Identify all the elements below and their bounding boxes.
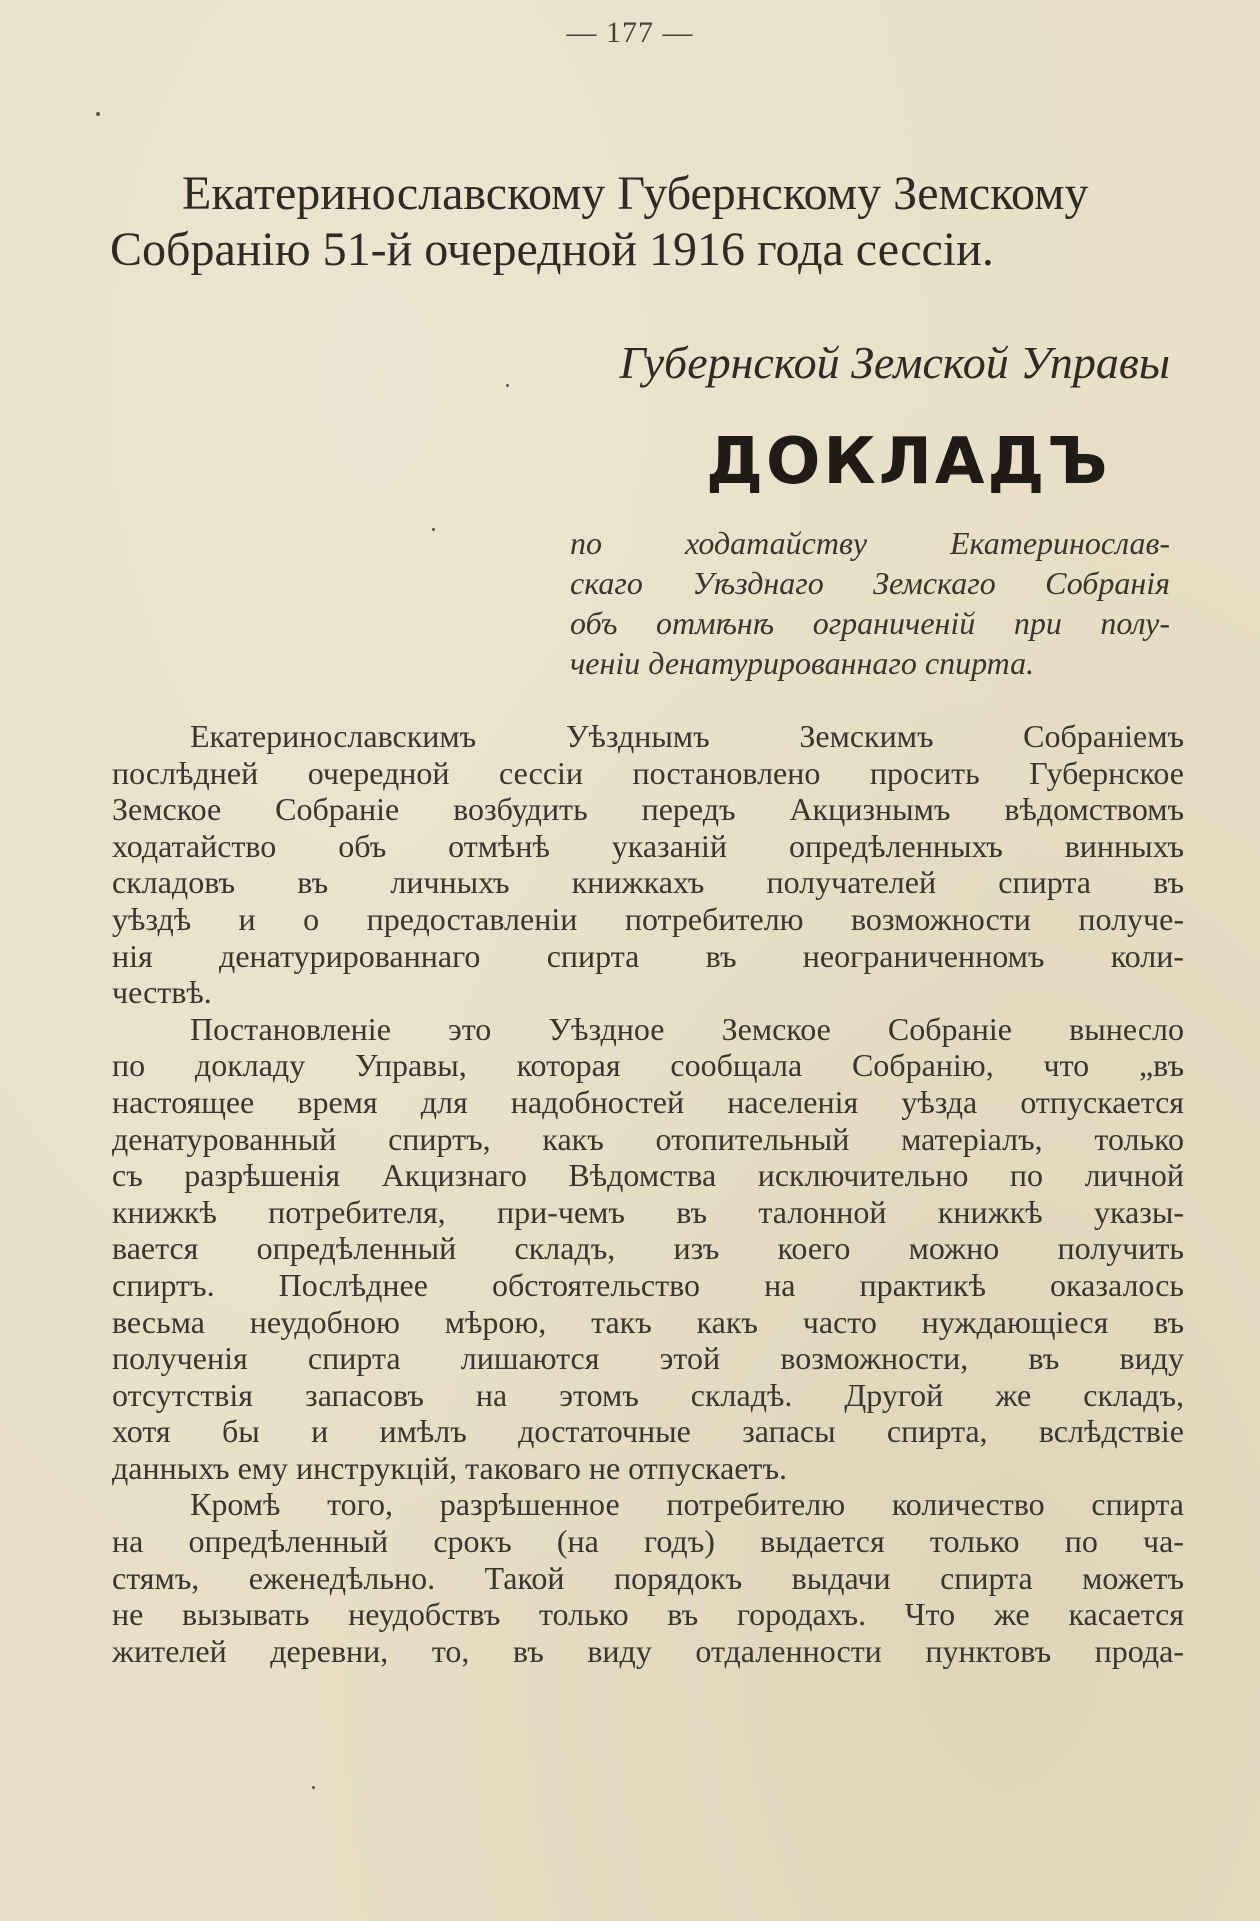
text-line: весьма неудобною мѣрою, такъ какъ часто нуждающіеся въ — [112, 1303, 1184, 1340]
paragraph-1 — [112, 718, 1184, 1011]
text-line: отсутствія запасовъ на этомъ складѣ. Другой же складъ, — [112, 1376, 1184, 1413]
report-subject — [570, 523, 1170, 683]
text-line: Екатеринославскимъ Уѣзднымъ Земскимъ Собраніемъ — [190, 718, 1184, 754]
text-line: уѣздѣ и о предоставленіи потребителю возможности получе- — [112, 900, 1184, 937]
text-line: денатурованный спиртъ, какъ отопительный матеріалъ, только — [112, 1120, 1184, 1157]
report-body — [112, 718, 1184, 1669]
text-line: хотя бы и имѣлъ достаточные запасы спирта, вслѣдствіе — [112, 1413, 1184, 1450]
report-title: ДОКЛАДЪ — [706, 425, 1111, 499]
text-line: Кромѣ того, разрѣшенное потребителю количество спирта — [190, 1486, 1184, 1523]
report-subject-line: по ходатайству Екатеринослав- — [570, 525, 1170, 561]
text-line: Постановленіе это Уѣздное Земское Собраніе вынесло — [190, 1010, 1184, 1047]
address-heading — [110, 166, 1180, 278]
text-line: послѣдней очередной сессіи постановлено просить Губернское — [112, 754, 1184, 791]
text-line: на опредѣленный срокъ (на годъ) выдается только по ча- — [112, 1523, 1184, 1560]
text-line: складовъ въ личныхъ книжкахъ получателей спирта въ — [112, 864, 1184, 901]
text-line: вается опредѣленный складъ, изъ коего можно получить — [112, 1230, 1184, 1267]
address-heading-line-2: Собранію 51-й очередной 1916 года сессіи. — [110, 223, 994, 276]
paper-speck — [506, 384, 509, 387]
paper-speck — [312, 1786, 315, 1789]
text-line: стямъ, еженедѣльно. Такой порядокъ выдачи спирта можетъ — [112, 1559, 1184, 1596]
page-number: — 177 — — [566, 16, 694, 49]
address-heading-line-1: Екатеринославскому Губернскому Земскому — [182, 167, 1089, 220]
text-line: жителей деревни, то, въ виду отдаленности пунктовъ прода- — [112, 1632, 1184, 1669]
report-subject-line: объ отмѣнѣ ограниченій при полу- — [570, 605, 1170, 641]
paragraph-2 — [112, 1011, 1184, 1487]
text-line: не вызывать неудобствъ только въ городахъ. Что же касается — [112, 1596, 1184, 1633]
paragraph-3 — [112, 1486, 1184, 1669]
text-line: чествѣ. — [112, 974, 212, 1011]
text-line: съ разрѣшенія Акцизнаго Вѣдомства исключительно по личной — [112, 1157, 1184, 1194]
board-subheading: Губернской Земской Управы — [619, 337, 1170, 388]
text-line: данныхъ ему инструкцій, таковаго не отпускаетъ. — [112, 1449, 788, 1486]
report-subject-line: скаго Уѣзднаго Земскаго Собранія — [570, 565, 1170, 601]
report-subject-line: ченіи денатурированнаго спирта. — [570, 645, 1035, 681]
text-line: спиртъ. Послѣднее обстоятельство на практикѣ оказалось — [112, 1266, 1184, 1303]
paper-speck — [432, 528, 435, 531]
text-line: по докладу Управы, которая сообщала Собранію, что „въ — [112, 1047, 1184, 1084]
text-line: нія денатурированнаго спирта въ неограниченномъ коли- — [112, 937, 1184, 974]
text-line: полученія спирта лишаются этой возможности, въ виду — [112, 1340, 1184, 1377]
text-line: книжкѣ потребителя, при-чемъ въ талонной книжкѣ указы- — [112, 1193, 1184, 1230]
text-line: настоящее время для надобностей населенія уѣзда отпускается — [112, 1083, 1184, 1120]
text-line: Земское Собраніе возбудить передъ Акцизнымъ вѣдомствомъ — [112, 791, 1184, 828]
text-line: ходатайство объ отмѣнѣ указаній опредѣленныхъ винныхъ — [112, 827, 1184, 864]
paper-speck — [96, 112, 100, 116]
